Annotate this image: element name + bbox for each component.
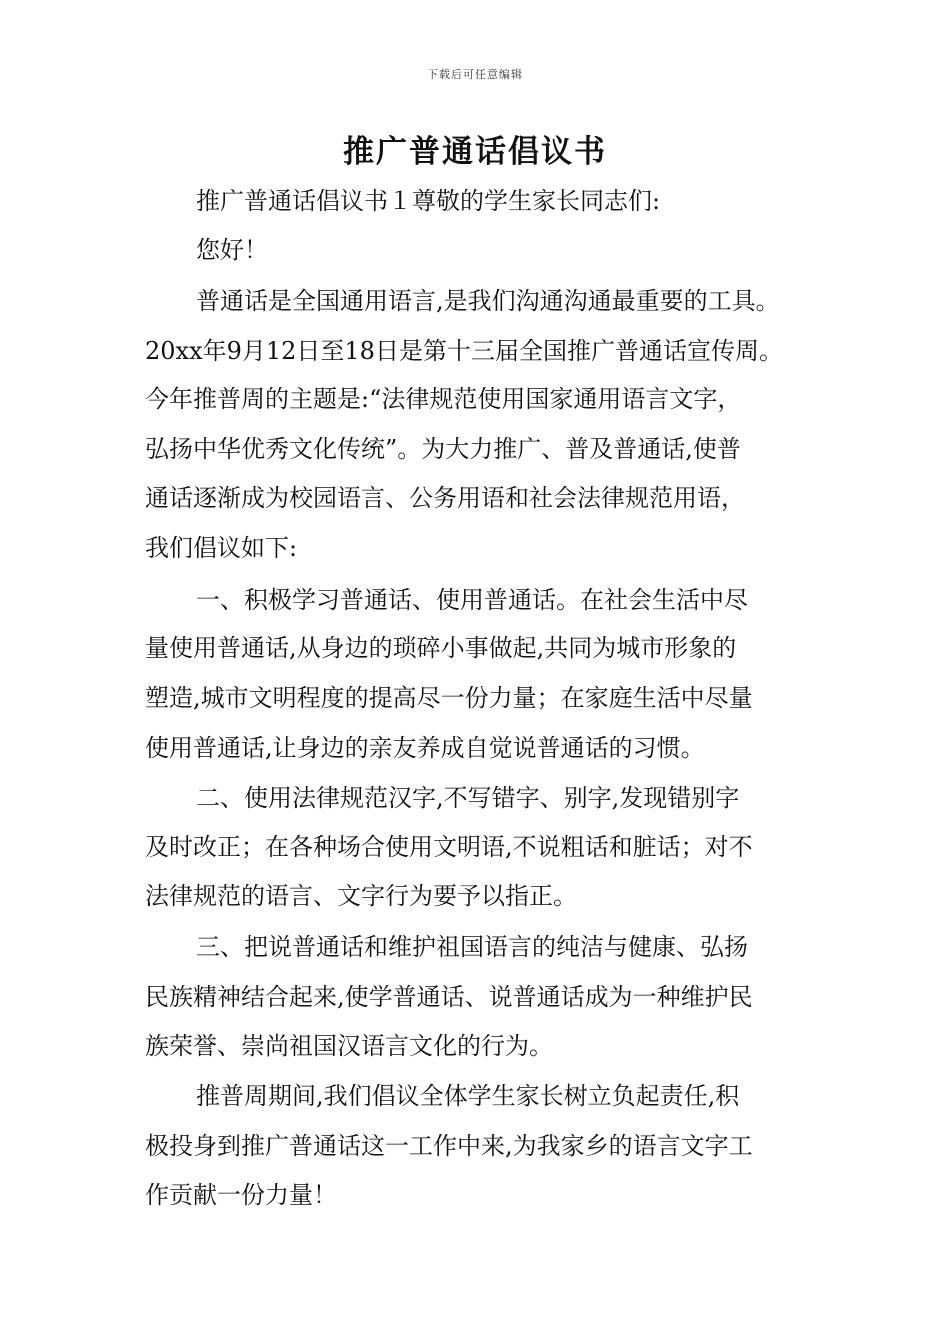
intro-paragraph-line: 普通话是全国通用语言,是我们沟通沟通最重要的工具。 — [196, 287, 780, 315]
proposal-three-line: 民族精神结合起来,使学普通话、说普通话成为一种维护民 — [145, 983, 753, 1011]
greeting-line: 您好！ — [196, 236, 268, 264]
intro-paragraph-line: 今年推普周的主题是:“法律规范使用国家通用语言文字， — [145, 385, 742, 413]
proposal-three-line: 族荣誉、崇尚祖国汉语言文化的行为。 — [145, 1032, 553, 1060]
proposal-one-line: 使用普通话,让身边的亲友养成自觉说普通话的习惯。 — [145, 734, 705, 762]
proposal-one-line: 量使用普通话,从身边的琐碎小事做起,共同为城市形象的 — [145, 634, 737, 662]
intro-paragraph-line: 我们倡议如下: — [145, 534, 298, 562]
intro-paragraph-line: 弘扬中华优秀文化传统”。为大力推广、普及普通话,使普 — [145, 435, 741, 463]
proposal-one-line: 一、积极学习普通话、使用普通话。在社会生活中尽 — [196, 586, 748, 614]
intro-paragraph-line: 20xx年9月12日至18日是第十三届全国推广普通话宣传周。 — [145, 337, 783, 365]
intro-paragraph-line: 通话逐渐成为校园语言、公务用语和社会法律规范用语， — [145, 484, 745, 512]
document-title: 推广普通话倡议书 — [343, 134, 607, 170]
proposal-two-line: 及时改正；在各种场合使用文明语,不说粗话和脏话；对不 — [145, 833, 753, 861]
closing-paragraph-line: 极投身到推广普通话这一工作中来,为我家乡的语言文字工 — [145, 1132, 753, 1160]
proposal-two-line: 法律规范的语言、文字行为要予以指正。 — [145, 882, 577, 910]
closing-paragraph-line: 推普周期间,我们倡议全体学生家长树立负起责任,积 — [196, 1082, 740, 1110]
closing-paragraph-line: 作贡献一份力量！ — [145, 1181, 337, 1209]
proposal-two-line: 二、使用法律规范汉字,不写错字、别字,发现错别字 — [196, 784, 740, 812]
proposal-three-line: 三、把说普通话和维护祖国语言的纯洁与健康、弘扬 — [196, 933, 748, 961]
page-header-note: 下载后可任意编辑 — [427, 68, 523, 81]
salutation-line: 推广普通话倡议书１尊敬的学生家长同志们: — [196, 187, 661, 215]
proposal-one-line: 塑造,城市文明程度的提高尽一份力量；在家庭生活中尽量 — [145, 684, 753, 712]
